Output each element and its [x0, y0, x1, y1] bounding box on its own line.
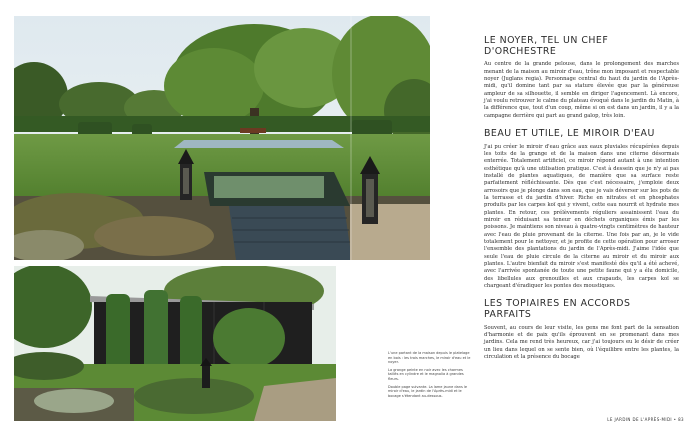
section-heading: LES TOPIAIRES EN ACCORDS PARFAITS: [484, 298, 631, 320]
photo-garden-walnut: [14, 16, 430, 260]
section-heading: BEAU ET UTILE, LE MIROIR D'EAU: [484, 127, 655, 139]
section-body: J'ai pu créer le miroir d'eau grâce aux eaux pluviales récupérées depuis les toits de la grange et de la maison dans une citerne désormais enterrée. Totalement artificiel, ce miroir répond autant à une intention esthétique qu'à une utilisation pratique. C'est à dessein que je n'y ai pas installé de plantes aquatiques, de manière que sa surface reste parfaitement réfléchissante. Dès que c'est nécessaire, j'emploie deux arrosoirs que je plonge dans son eau, que je vais déverser sur les pots de la terrasse et du jardin d'hiver. Riche en nitrates et en phosphates produits par les carpes koï qui y vivent, cette eau nourrit et hydrate mes plantes. En retour, ces prélèvements réguliers assainissent l'eau du miroir en réduisant sa teneur en déchets organiques émis par les poissons. Je maintiens son niveau à quatre-vingts centimètres de hauteur avec l'eau de pluie provenant de la citerne. Une fois par an, je le vide totalement pour le nettoyer, et je profite de cette opération pour arroser l'ensemble des plantations du jardin de l'Après-midi. J'aime l'idée que seule l'eau de pluie circule de la citerne au miroir et du miroir aux plantes. L'autre bienfait du miroir s'est manifesté dès qu'il a été achevé, avec l'arrivée spontanée de toute une petite faune qui y a élu domicile, des libellules aux grenouilles et aux crapauds, les carpes koï se chargeant d'éradiquer les pontes des moustiques.: [484, 143, 679, 290]
page-folio: LE JARDIN DE L'APRÈS-MIDI • 83: [607, 417, 684, 422]
section-heading: LE NOYER, TEL UN CHEF D'ORCHESTRE: [484, 35, 609, 57]
section-water-mirror: [484, 129, 679, 290]
photo-black-barn: [14, 266, 336, 421]
photo-caption: [388, 351, 472, 401]
caption-paragraph: Double page suivante. La lame jaune dans le miroir d'eau, le jardin de l'Après-midi et le bocage s'étendant au-dessous.: [388, 384, 468, 398]
caption-paragraph: La grange peinte en noir avec les charmes taillés en cylindre et le magnolia à grandes fleurs.: [388, 367, 464, 381]
caption-paragraph: L'une partant de la maison depuis le platelage en bois : les trois marches, le miroir d'eau et le noyer.: [388, 351, 471, 365]
section-body: Au centre de la grande pelouse, dans le prolongement des marches menant de la maison au miroir d'eau, trône mon imposant et respectable noyer (Juglans regia). Personnage central du haut du jardin de l'Après-midi, qu'il domine tant par sa stature élevée que par la généreuse ampleur de sa silhouette, il semble en diriger l'agencement. Là encore, j'ai voulu retrouver le calme du plateau évoqué dans le jardin du Matin, à la différence que, tout d'un coup, même si on est dans un jardin, il y a la campagne derrière qui part au grand galop, très loin.: [484, 61, 679, 119]
section-body: Souvent, au cours de leur visite, les gens me font part de la sensation d'harmonie et de paix qu'ils éprouvent en se promenant dans mes jardins. Cela me rend très heureux, car j'ai toujours eu le désir de créer un lieu dans lequel on se sente bien, où l'équilibre entre les plantes, la circulation et la présence du bocage: [484, 324, 679, 360]
article-column: [484, 36, 679, 370]
section-topiaries: [484, 299, 679, 361]
section-walnut: [484, 36, 679, 120]
